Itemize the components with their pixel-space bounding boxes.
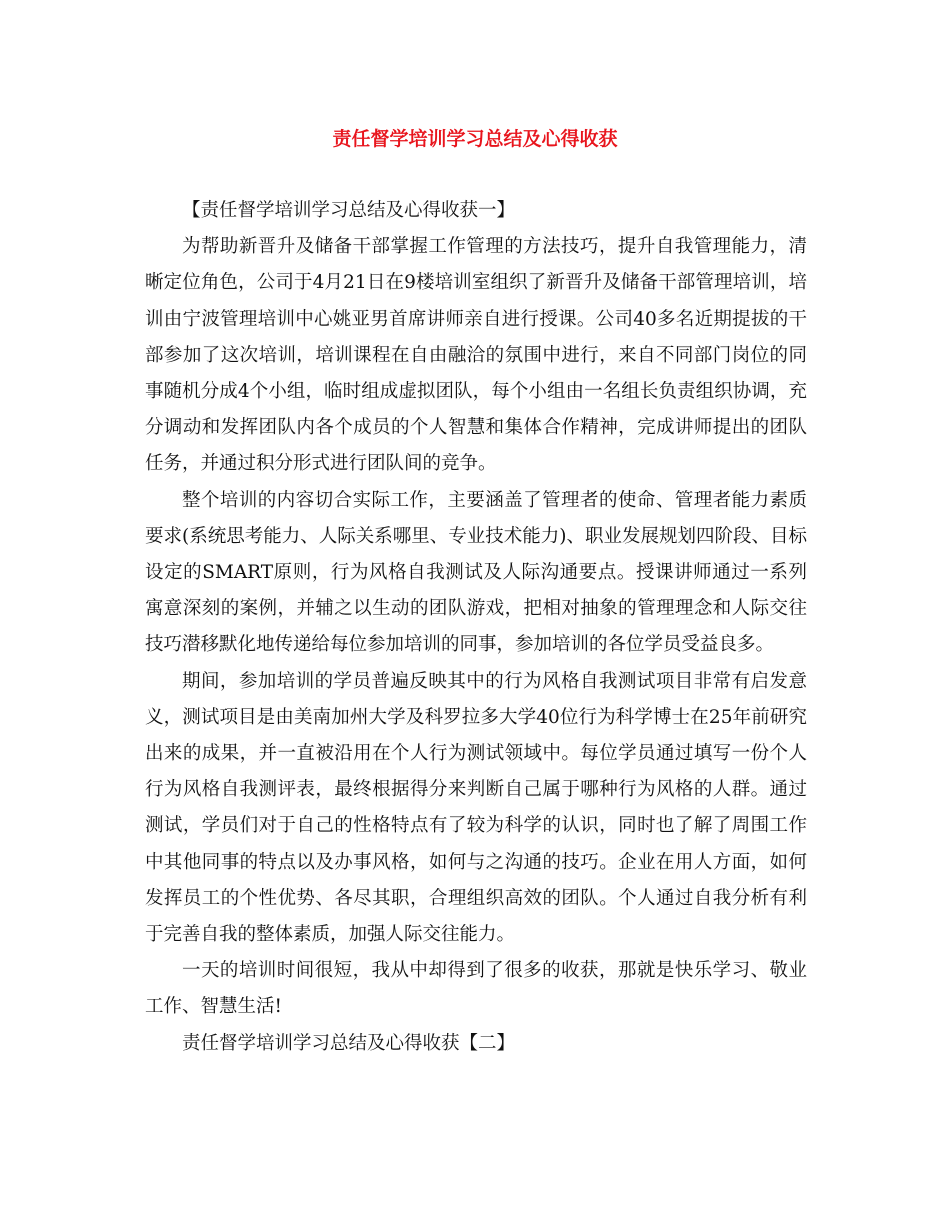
- section-heading-2: 责任督学培训学习总结及心得收获【二】: [182, 1032, 516, 1054]
- body-paragraph: 为帮助新晋升及储备干部掌握工作管理的方法技巧，提升自我管理能力，清晰定位角色，公司于4月21日在9楼培训室组织了新晋升及储备干部管理培训，培训由宁波管理培训中心姚亚男首席讲师亲自进行授课。公司40多名近期提拔的干部参加了这次培训，培训课程在自由融洽的氛围中进行，来自不同部门岗位的同事随机分成4个小组，临时组成虚拟团队，每个小组由一名组长负责组织协调，充分调动和发挥团队内各个成员的个人智慧和集体合作精神，完成讲师提出的团队任务，并通过积分形式进行团队间的竞争。: [145, 236, 807, 475]
- section-heading-1: 【责任督学培训学习总结及心得收获一】: [182, 200, 516, 221]
- body-paragraph: 整个培训的内容切合实际工作，主要涵盖了管理者的使命、管理者能力素质要求(系统思考能力、人际关系哪里、专业技术能力)、职业发展规划四阶段、目标设定的SMART原则，行为风格自我测试及人际沟通要点。授课讲师通过一系列寓意深刻的案例，并辅之以生动的团队游戏，把相对抽象的管理理念和人际交往技巧潜移默化地传递给每位参加培训的同事，参加培训的各位学员受益良多。: [145, 489, 807, 656]
- document-title: 责任督学培训学习总结及心得收获: [332, 128, 618, 150]
- body-paragraph: 一天的培训时间很短，我从中却得到了很多的收获，那就是快乐学习、敬业工作、智慧生活!: [145, 960, 807, 1018]
- body-paragraph: 期间，参加培训的学员普遍反映其中的行为风格自我测试项目非常有启发意义，测试项目是由美南加州大学及科罗拉多大学40位行为科学博士在25年前研究出来的成果，并一直被沿用在个人行为测试领域中。每位学员通过填写一份个人行为风格自我测评表，最终根据得分来判断自己属于哪种行为风格的人群。通过测试，学员们对于自己的性格特点有了较为科学的认识，同时也了解了周围工作中其他同事的特点以及办事风格，如何与之沟通的技巧。企业在用人方面，如何发挥员工的个性优势、各尽其职，合理组织高效的团队。个人通过自我分析有利于完善自我的整体素质，加强人际交往能力。: [145, 670, 807, 946]
- document-body: [145, 193, 807, 1062]
